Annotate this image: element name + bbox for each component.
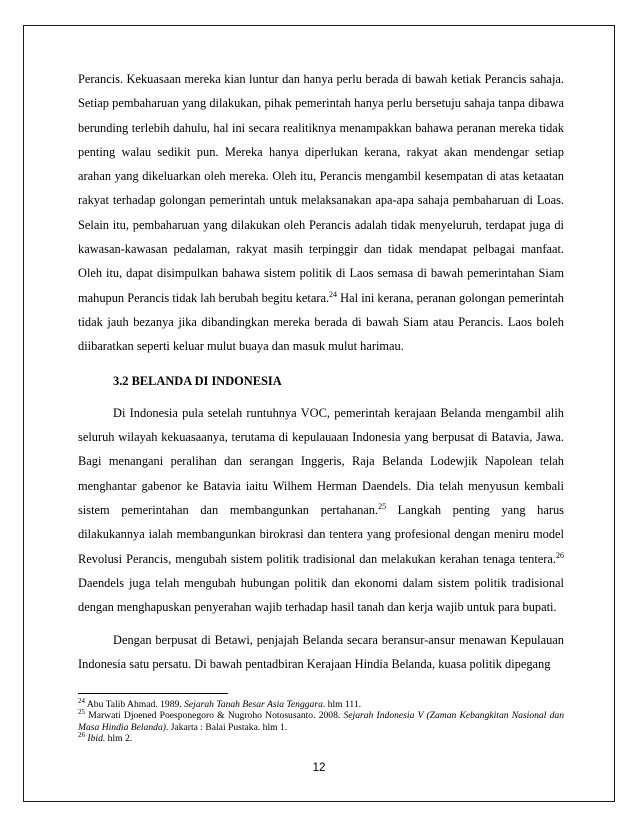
- paragraph: Dengan berpusat di Betawi, penjajah Belanda secara beransur-ansur menawan Kepulauan Indonesia satu persatu. Di bawah pentadbiran Kerajaan Hindia Belanda, kuasa politik dipegang: [78, 632, 564, 671]
- footnote: $^{25}$ Marwati Djoened Poesponegoro & Nugroho Notosusanto. 2008. Sejarah Indonesia V (Zaman Kebangkitan Nasional dan Masa Hindia Belanda). Jakarta : Balai Pustaka. hlm 1.: [78, 708, 564, 733]
- footnote-ref[interactable]: 24: [329, 289, 338, 299]
- paragraph: Perancis. Kekuasaan mereka kian luntur dan hanya perlu berada di bawah ketiak Perancis sahaja. Setiap pembaharuan yang dilakukan, pihak pemerintah hanya perlu bersetuju sahaja tanpa dibawa berunding terlebih dahulu, hal ini secara realitiknya menampakkan bahawa peranan mereka tidak penting walau sedikit pun. Mereka hanya diperlukan kerana, rakyat akan mendengar setiap arahan yang dikeluarkan oleh mereka. Oleh itu, Perancis mengambil kesempatan di atas ketaatan rakyat terhadap golongan pemerintah untuk melaksanakan apa-apa sahaja pembaharuan di Loas. Selain itu, pembaharuan yang dilakukan oleh Perancis adalah tidak menyeluruh, terdapat juga di kawasan-kawasan pedalaman, rakyat masih terpinggir dan tidak mendapat pelbagai manfaat. Oleh itu, dapat disimpulkan bahawa sistem politik di Laos semasa di bawah pemerintahan Siam mahupun Perancis tidak lah berubah begitu ketara.$^{24}$ Hal ini kerana, peranan golongan pemerintah tidak jauh bezanya jika dibandingkan mereka berada di bawah Siam atau Perancis. Laos boleh diibaratkan seperti keluar mulut buaya dan masuk mulut harimau.: [78, 72, 564, 354]
- footnote-separator: [78, 693, 228, 694]
- footnote: $^{24}$ Abu Talib Ahmad. 1989. Sejarah Tanah Besar Asia Tenggara. hlm 111.: [78, 696, 362, 710]
- document-body: [78, 67, 564, 676]
- section-heading: 3.2 BELANDA DI INDONESIA: [113, 373, 282, 388]
- page-number: 12: [312, 762, 326, 774]
- footnotes: [78, 696, 564, 744]
- paragraph: Di Indonesia pula setelah runtuhnya VOC, pemerintah kerajaan Belanda mengambil alih seluruh wilayah kekuasaanya, terutama di kepulauaan Indonesia yang berpusat di Batavia, Jawa. Bagi menangani peralihan dan serangan Inggeris, Raja Belanda Lodewjik Napolean telah menghantar gabenor ke Batavia iaitu Wilhem Herman Daendels. Dia telah menyusun kembali sistem pemerintahan dan membangunkan pertahanan.$^{25}$ Langkah penting yang harus dilakukannya ialah membangunkan birokrasi dan tentera yang profesional dengan meniru model Revolusi Perancis, mengubah sistem politik tradisional dan melakukan kerahan tenaga tentera.$^{26}$ Daendels juga telah mengubah hubungan politik dan ekonomi dalam sistem politik tradisional dengan menghapuskan penyerahan wajib terhadap hasil tanah dan kerja wajib untuk para bupati.: [78, 405, 564, 615]
- footnote: $^{26}$ Ibid. hlm 2.: [78, 730, 133, 744]
- footnote-ref[interactable]: 25: [378, 501, 387, 511]
- footnote-ref[interactable]: 26: [556, 550, 564, 560]
